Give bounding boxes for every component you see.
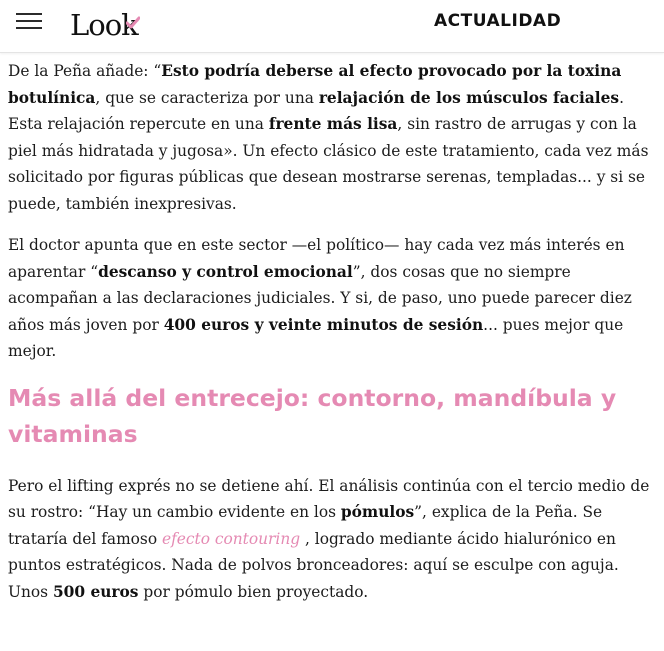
- article-paragraph: [8, 473, 656, 606]
- bold-text: frente más lisa: [268, 115, 398, 133]
- text-span: . Esta relajación repercute en una: [8, 88, 624, 133]
- text-span: ... pues mejor que mejor.: [8, 315, 624, 360]
- text-span: ”, explica de la Peña. Se trataría del famoso: [8, 503, 603, 548]
- bold-text: descanso y control emocional: [98, 262, 353, 281]
- logo-text: Look: [70, 8, 138, 42]
- article-subheading: Más allá del entrecejo: contorno, mandíbula y vitaminas: [8, 383, 617, 448]
- section-title[interactable]: ACTUALIDAD: [434, 11, 562, 31]
- text-span: Pero el lifting exprés no se detiene ahí. El análisis continúa con el tercio medio de su rostro: “Hay un cambio evidente en los: [8, 476, 650, 521]
- article-paragraph: [8, 58, 656, 217]
- text-span: , logrado mediante ácido hialurónico en puntos estratégicos. Nada de polvos bronceadores: aquí se esculpe con aguja. Unos: [8, 529, 619, 601]
- logo-check-icon: [126, 16, 140, 30]
- bold-text: 400 euros y veinte minutos de sesión: [163, 315, 484, 334]
- bold-text: Esto podría deberse al efecto provocado por la toxina botulínica: [8, 62, 622, 107]
- text-span: , que se caracteriza por una: [95, 88, 319, 107]
- contouring-link[interactable]: efecto contouring: [162, 529, 301, 548]
- bold-text: pómulos: [340, 503, 415, 521]
- article-body: [8, 58, 656, 620]
- text-span: por pómulo bien proyectado.: [138, 582, 369, 601]
- bold-text: relajación de los músculos faciales: [318, 88, 620, 107]
- text-span: El doctor apunta que en este sector —el político— hay cada vez más interés en aparentar “: [8, 236, 625, 281]
- bold-text: 500 euros: [52, 582, 139, 601]
- site-logo[interactable]: [70, 2, 138, 44]
- text-span: ”, dos cosas que no siempre acompañan a las declaraciones judiciales. Y si, de paso, uno puede parecer diez años más joven por: [8, 262, 632, 334]
- hamburger-menu-icon[interactable]: [16, 10, 42, 32]
- site-header: [0, 0, 664, 53]
- article-paragraph: [8, 232, 656, 365]
- text-span: , sin rastro de arrugas y con la piel más hidratada y jugosa». Un efecto clásico de este tratamiento, cada vez más solicitado por figuras públicas que desean mostrarse serenas, templadas... y si se puede, también inexpresivas.: [8, 115, 649, 213]
- text-span: De la Peña añade: “: [8, 62, 162, 80]
